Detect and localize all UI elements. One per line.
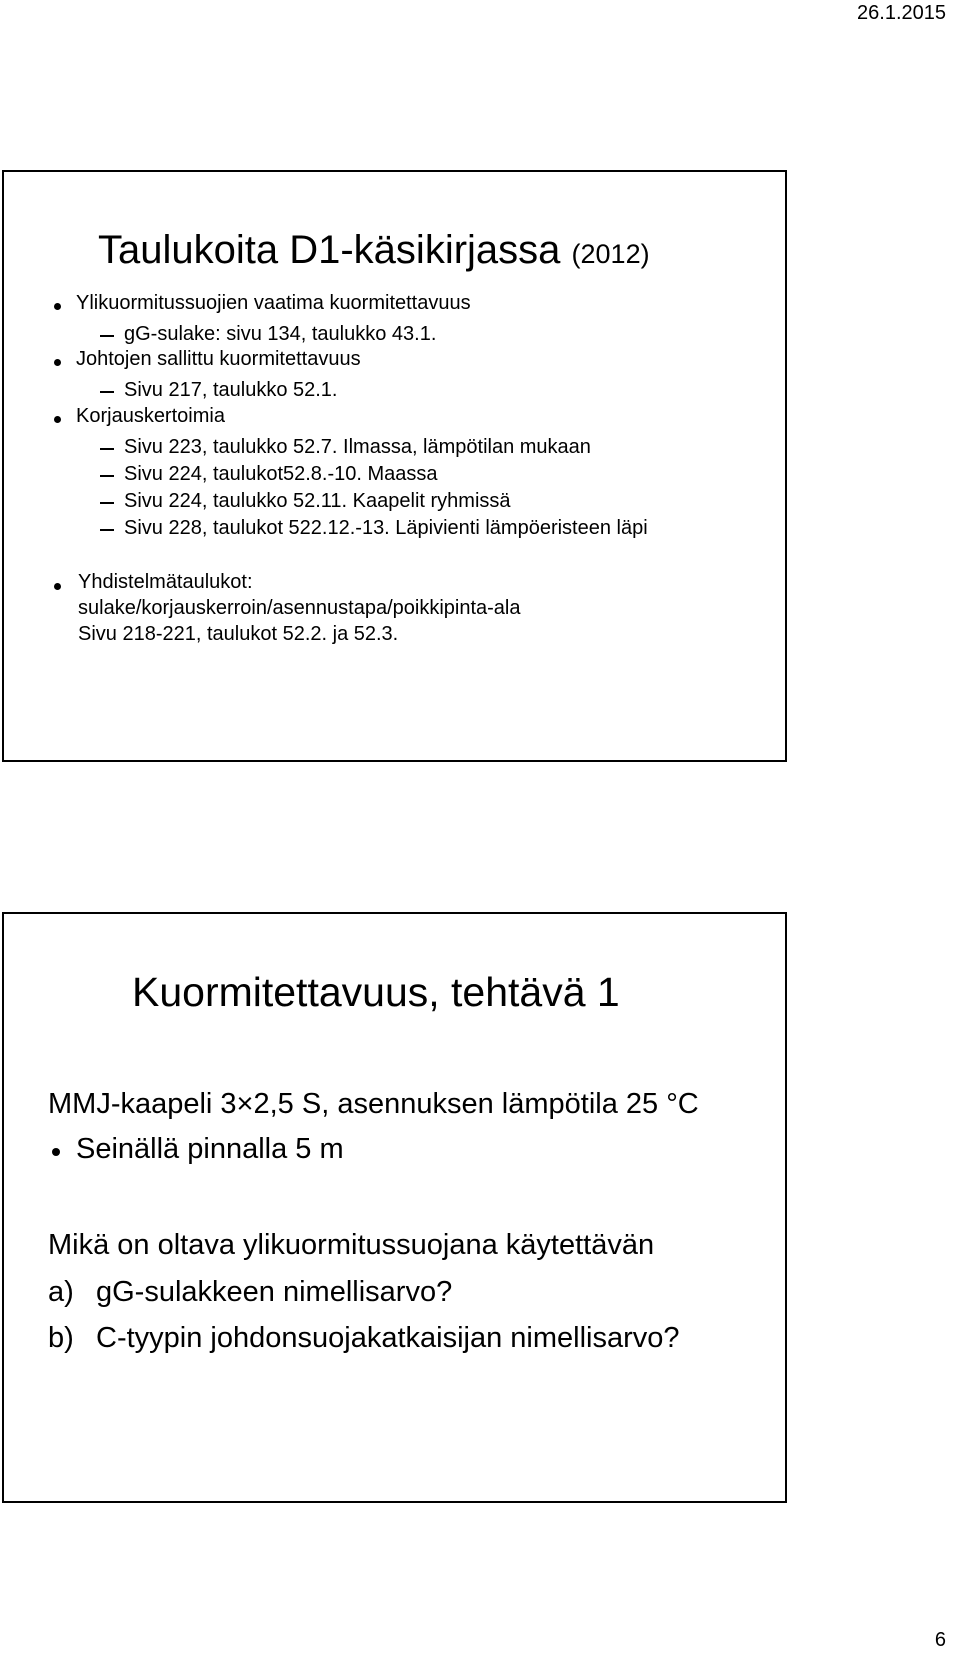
option-a-text: gG-sulakkeen nimellisarvo?	[96, 1276, 453, 1308]
list-item: Ylikuormitussuojien vaatima kuormitettavuus	[76, 292, 471, 314]
combined-line-3: Sivu 218-221, taulukot 52.2. ja 52.3.	[78, 623, 399, 645]
page-number: 6	[934, 1629, 946, 1651]
option-b-label: b)	[48, 1322, 74, 1354]
dash-icon	[100, 335, 114, 337]
combined-line-2: sulake/korjauskerroin/asennustapa/poikkipinta-ala	[78, 597, 521, 619]
combined-line-1: Yhdistelmätaulukot:	[78, 571, 253, 593]
bullet-dot-icon	[54, 416, 61, 423]
task-line-1: MMJ-kaapeli 3×2,5 S, asennuksen lämpötila 25 °C	[48, 1088, 699, 1120]
bullet-dot-icon	[54, 583, 61, 590]
dash-icon	[100, 502, 114, 504]
slide-2	[2, 912, 787, 1503]
slide-1-title-text: Taulukoita D1-käsikirjassa	[98, 228, 561, 272]
list-subitem: Sivu 217, taulukko 52.1.	[124, 379, 338, 401]
dash-icon	[100, 391, 114, 393]
slide-1-title-year: (2012)	[571, 239, 650, 269]
dash-icon	[100, 475, 114, 477]
list-subitem: Sivu 224, taulukko 52.11. Kaapelit ryhmissä	[124, 490, 511, 512]
list-item: Korjauskertoimia	[76, 405, 225, 427]
list-subitem: Sivu 223, taulukko 52.7. Ilmassa, lämpötilan mukaan	[124, 436, 591, 458]
dash-icon	[100, 529, 114, 531]
bullet-dot-icon	[54, 303, 61, 310]
bullet-dot-icon	[52, 1148, 60, 1156]
list-subitem: Sivu 228, taulukot 522.12.-13. Läpivienti lämpöeristeen läpi	[124, 517, 648, 539]
slide-1-title	[98, 228, 650, 273]
option-a-label: a)	[48, 1276, 74, 1308]
slide-2-title: Kuormitettavuus, tehtävä 1	[132, 969, 620, 1015]
list-subitem: gG-sulake: sivu 134, taulukko 43.1.	[124, 323, 437, 345]
list-item: Johtojen sallittu kuormitettavuus	[76, 348, 361, 370]
dash-icon	[100, 448, 114, 450]
task-bullet: Seinällä pinnalla 5 m	[76, 1133, 344, 1165]
option-b-text: C-tyypin johdonsuojakatkaisijan nimellisarvo?	[96, 1322, 680, 1354]
slide-1	[2, 170, 787, 762]
question-line: Mikä on oltava ylikuormitussuojana käytettävän	[48, 1229, 655, 1261]
list-subitem: Sivu 224, taulukot52.8.-10. Maassa	[124, 463, 438, 485]
bullet-dot-icon	[54, 359, 61, 366]
header-date: 26.1.2015	[857, 2, 946, 24]
